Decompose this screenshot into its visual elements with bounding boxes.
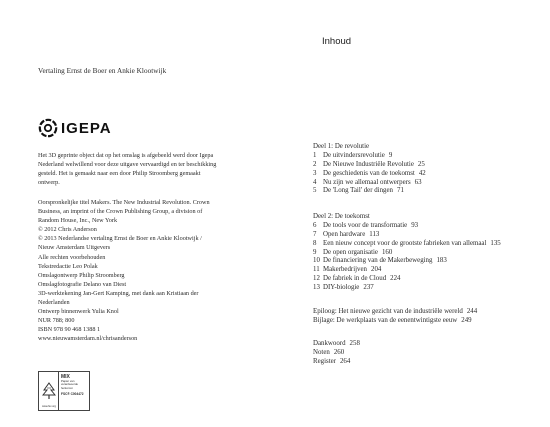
chapter-number: 12 xyxy=(313,275,320,283)
chapter-title: De geschiedenis van de toekomst xyxy=(323,169,415,177)
cover-note-line: Nederland welwillend voor deze uitgave vervaardigd en ter beschikking xyxy=(38,161,217,169)
chapter-page: 71 xyxy=(397,187,404,195)
credit-line: © 2012 Chris Anderson xyxy=(38,226,97,234)
entry-title: Register xyxy=(313,357,336,365)
chapter-title: Nu zijn we allemaal ontwerpers xyxy=(323,178,411,186)
entry-title: Epiloog: Het nieuwe gezicht van de industriële wereld xyxy=(313,308,463,315)
entry-page: 264 xyxy=(339,357,351,365)
toc-title: Inhoud xyxy=(322,36,352,47)
chapter-number: 9 xyxy=(313,248,317,256)
toc-chapter[interactable] xyxy=(313,275,501,284)
chapter-number: 2 xyxy=(313,160,317,168)
fsc-text xyxy=(59,372,89,410)
credit-line: Omslagontwerp Philip Stroomberg xyxy=(38,271,125,279)
toc-chapter[interactable] xyxy=(313,266,501,275)
entry-page: 244 xyxy=(466,308,478,315)
chapter-number: 5 xyxy=(313,187,317,195)
credit-line: Omslagfotografie Delano van Diest xyxy=(38,280,127,288)
toc-part-heading xyxy=(313,213,501,222)
igepa-logo-mark-icon xyxy=(38,118,58,138)
toc-chapter[interactable] xyxy=(313,152,426,161)
entry-title: Dankwoord xyxy=(313,340,346,347)
chapter-number: 6 xyxy=(313,221,317,229)
translation-credit: Vertaling Ernst de Boer en Ankie Klootwijk xyxy=(38,67,167,75)
credit-line: 3D-werktekening Jan-Gert Kamping, met dank aan Kristiaan der xyxy=(38,289,199,297)
toc-entry[interactable] xyxy=(313,340,360,349)
toc-chapter[interactable] xyxy=(313,284,501,293)
chapter-title: De uitvindersrevolutie xyxy=(323,151,385,159)
toc-chapter[interactable] xyxy=(313,187,426,196)
chapter-title: De financiering van de Makerbeweging xyxy=(323,257,433,265)
chapter-page: 113 xyxy=(369,230,380,238)
toc-chapter[interactable] xyxy=(313,222,501,231)
credit-line: NUR 788; 800 xyxy=(38,317,75,325)
fsc-box xyxy=(38,371,90,411)
entry-title: Noten xyxy=(313,348,330,356)
fsc-tree-icon xyxy=(42,382,56,400)
chapter-title: Open hardware xyxy=(323,230,366,238)
cover-note-line: ontwerp. xyxy=(38,179,60,187)
toc-part-heading-text: Deel 2: De toekomst xyxy=(313,213,370,220)
credit-line: Random House, Inc., New York xyxy=(38,217,118,225)
toc-chapter[interactable] xyxy=(313,161,426,170)
chapter-number: 4 xyxy=(313,178,317,186)
fsc-label xyxy=(38,371,90,411)
toc-entry[interactable] xyxy=(313,308,477,317)
toc-chapter[interactable] xyxy=(313,231,501,240)
fsc-code: FSC® C004472 xyxy=(61,392,84,397)
chapter-page: 42 xyxy=(418,169,426,177)
chapter-number: 11 xyxy=(313,266,320,274)
chapter-title: De fabriek in de Cloud xyxy=(323,275,387,283)
toc-chapter[interactable] xyxy=(313,179,426,188)
chapter-page: 25 xyxy=(417,160,425,168)
entry-page: 260 xyxy=(333,348,345,356)
fsc-website: www.fsc.org xyxy=(42,405,56,408)
chapter-page: 160 xyxy=(381,248,393,256)
chapter-page: 93 xyxy=(411,221,419,229)
chapter-title: Een nieuw concept voor de grootste fabrieken van allemaal xyxy=(323,239,487,247)
chapter-number: 3 xyxy=(313,169,317,177)
chapter-title: De Nieuwe Industriële Revolutie xyxy=(323,160,414,168)
credit-line: Business, an imprint of the Crown Publishing Group, a division of xyxy=(38,208,203,216)
chapter-page: 183 xyxy=(436,257,447,265)
chapter-page: 135 xyxy=(490,239,501,247)
chapter-number: 13 xyxy=(313,284,320,292)
chapter-page: 9 xyxy=(388,151,393,159)
fsc-description: Papier van verantwoorde herkomst xyxy=(61,379,78,390)
credit-line: www.nieuwamsterdam.nl/chrisanderson xyxy=(38,335,138,343)
toc-chapter[interactable] xyxy=(313,170,426,179)
toc-chapter[interactable] xyxy=(313,257,501,266)
chapter-number: 10 xyxy=(313,257,320,265)
toc-back-matter xyxy=(313,340,360,367)
chapter-page: 224 xyxy=(390,275,401,283)
chapter-number: 8 xyxy=(313,239,317,247)
credit-line: © 2013 Nederlandse vertaling Ernst de Boer en Ankie Klootwijk / xyxy=(38,235,202,243)
entry-page: 249 xyxy=(461,316,472,324)
chapter-number: 1 xyxy=(313,151,317,159)
fsc-mix: MIX xyxy=(61,374,70,380)
igepa-logo-text: IGEPA xyxy=(61,119,112,137)
toc-part-heading-text: Deel 1: De revolutie xyxy=(313,143,370,150)
entry-page: 258 xyxy=(349,340,360,347)
toc-part-heading xyxy=(313,143,426,152)
cover-note-line: Het 3D geprinte object dat op het omslag is afgebeeld werd door Igepa xyxy=(38,152,214,159)
chapter-title: Makerbedrijven xyxy=(323,266,368,274)
toc-part-1 xyxy=(313,143,426,196)
credit-line: Alle rechten voorbehouden xyxy=(38,253,106,261)
chapter-title: DIY-biologie xyxy=(323,284,360,292)
toc-extras xyxy=(313,308,477,326)
toc-entry[interactable] xyxy=(313,358,360,367)
credit-line: Ontwerp binnenwerk Yulia Knol xyxy=(38,308,119,316)
credit-line: Nieuw Amsterdam Uitgevers xyxy=(38,244,111,252)
chapter-page: 204 xyxy=(371,266,382,274)
entry-title: Bijlage: De werkplaats van de eenentwintigste eeuw xyxy=(313,316,458,324)
cover-note-line: gesteld. Het is gemaakt naar een door Philip Stroomberg gemaakt xyxy=(38,170,201,178)
igepa-logo xyxy=(38,118,112,138)
toc-part-2 xyxy=(313,213,501,293)
toc-chapter[interactable] xyxy=(313,240,501,249)
credit-line: ISBN 978 90 468 1388 1 xyxy=(38,326,101,334)
colophon-credits xyxy=(38,198,210,344)
credit-line: Oorspronkelijke titel Makers. The New Industrial Revolution. Crown xyxy=(38,199,210,206)
chapter-number: 7 xyxy=(313,230,317,238)
chapter-title: De 'Long Tail' der dingen xyxy=(323,187,393,195)
chapter-title: De tools voor de transformatie xyxy=(323,221,408,229)
chapter-title: De open organisatie xyxy=(323,248,378,256)
chapter-page: 63 xyxy=(414,178,422,186)
toc-entry[interactable] xyxy=(313,317,477,326)
cover-note xyxy=(38,151,216,187)
credit-line: Nederlanden xyxy=(38,299,70,307)
toc-chapter[interactable] xyxy=(313,249,501,258)
credit-line: Tekstredactie Leo Polak xyxy=(38,262,98,270)
toc-entry[interactable] xyxy=(313,349,360,358)
chapter-page: 237 xyxy=(363,284,374,292)
